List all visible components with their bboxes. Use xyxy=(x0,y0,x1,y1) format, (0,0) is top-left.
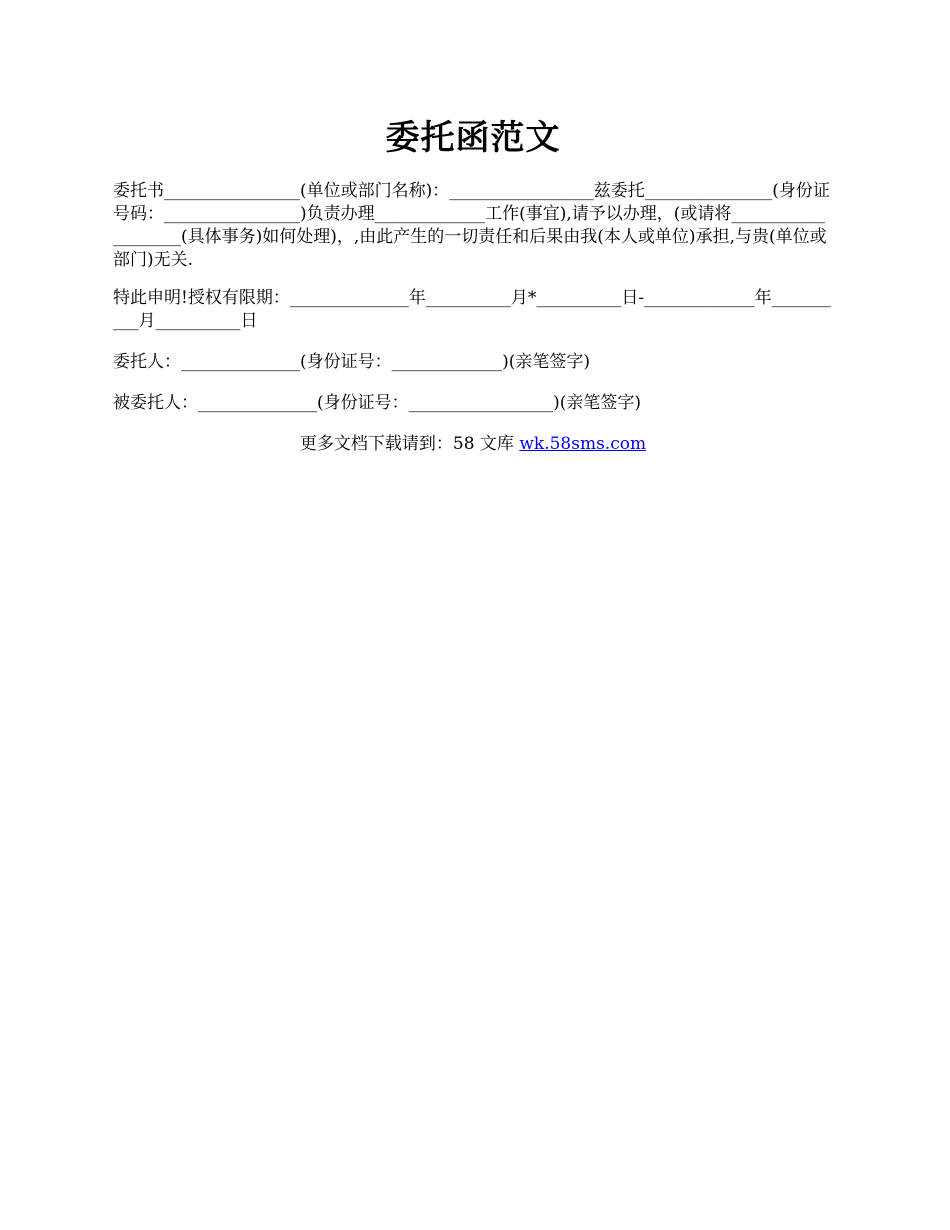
download-footer xyxy=(113,433,833,456)
footer-text: 更多文档下载请到：58 文库 xyxy=(299,434,520,454)
website-link[interactable]: wk.58sms.com xyxy=(519,434,647,454)
document-title: 委托函范文 xyxy=(385,118,561,158)
agent-signature-line: 被委托人：______________(身份证号：_________________)(亲笔签字) xyxy=(113,393,642,413)
delegation-paragraph: 委托书________________(单位或部门名称)：_________________兹委托_______________(身份证号码：________________)负责办理_____________工作(事宜),请予以办理，(或请将___________________(具体事务)如何处理)，,由此产生的一切责任和后果由我(本人或单位)承担,与贵(单位或部门)无关. xyxy=(113,181,830,270)
authorization-period-paragraph: 特此申明!授权有限期：______________年__________月*__________日-_____________年__________月__________日 xyxy=(113,288,832,331)
principal-signature-line: 委托人：______________(身份证号：_____________)(亲笔签字) xyxy=(113,352,591,372)
document-page xyxy=(113,0,833,456)
